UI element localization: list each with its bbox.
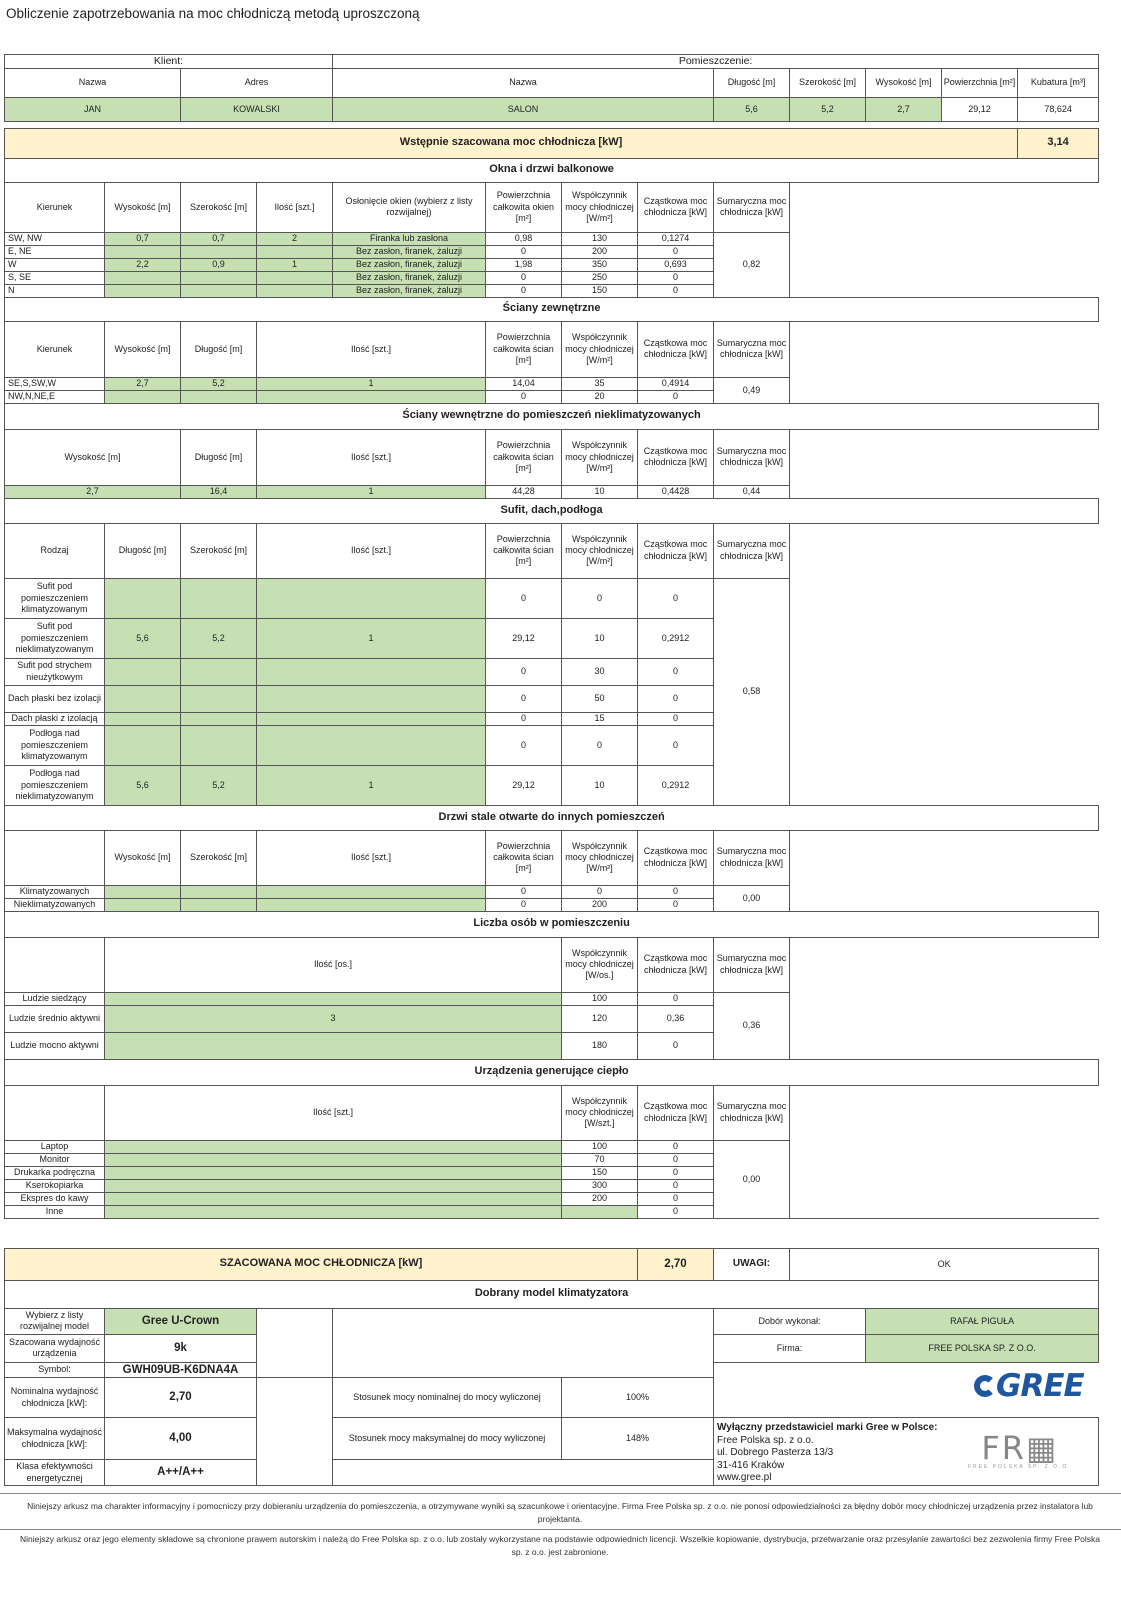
capacity-value: 9k bbox=[105, 1334, 257, 1362]
room-area-value: 29,12 bbox=[942, 97, 1018, 121]
ceiling-quantity-input[interactable]: 1 bbox=[257, 618, 486, 658]
window-width-input[interactable]: 0,7 bbox=[181, 232, 257, 245]
total-power-value: 2,70 bbox=[638, 1248, 714, 1280]
calculation-sheet bbox=[4, 26, 1099, 1486]
people-type: Ludzie średnio aktywni bbox=[5, 1005, 105, 1032]
disclaimer-text: Niniejszy arkusz ma charakter informacyjny i pomocniczy przy dobieraniu urządzenia do pomieszczenia, a otrzymywane wyniki są szacunkowe i orientacyjne. Firma Free Polska sp. z o.o. nie ponosi odpowiedzialności za błędny dobór mocy chłodniczej urządzenia przez instalatora lub projektanta. bbox=[27, 1501, 1093, 1525]
ceiling-header-partial: Cząstkowa moc chłodnicza [kW] bbox=[638, 523, 714, 578]
ceiling-length-input[interactable]: 5,6 bbox=[105, 618, 181, 658]
device-quantity-input[interactable] bbox=[105, 1192, 562, 1205]
window-height-input[interactable]: 2,2 bbox=[105, 258, 181, 271]
window-shading-select[interactable]: Bez zasłon, firanek, żaluzji bbox=[333, 284, 486, 297]
ceiling-quantity-input[interactable] bbox=[257, 725, 486, 765]
contact-block bbox=[714, 1418, 942, 1486]
door-coefficient: 200 bbox=[562, 898, 638, 911]
door-width-input[interactable] bbox=[181, 898, 257, 911]
free-logo-mark: ▦ bbox=[1026, 1429, 1059, 1468]
room-name-label: Nazwa bbox=[333, 68, 714, 97]
window-coefficient: 200 bbox=[562, 245, 638, 258]
windows-section-title: Okna i drzwi balkonowe bbox=[5, 158, 1099, 182]
ext-walls-header-sum: Sumaryczna moc chłodnicza [kW] bbox=[714, 321, 790, 377]
window-area: 0 bbox=[486, 245, 562, 258]
ceiling-quantity-input[interactable]: 1 bbox=[257, 765, 486, 805]
ceiling-length-input[interactable]: 5,6 bbox=[105, 765, 181, 805]
device-coefficient-input[interactable] bbox=[562, 1205, 638, 1218]
door-width-input[interactable] bbox=[181, 885, 257, 898]
window-width-input[interactable] bbox=[181, 284, 257, 297]
ext-wall-direction: SE,S,SW,W bbox=[5, 377, 105, 390]
door-area: 0 bbox=[486, 885, 562, 898]
int-walls-spacer bbox=[790, 429, 1099, 498]
ceiling-area: 0 bbox=[486, 578, 562, 618]
device-quantity-input[interactable] bbox=[105, 1205, 562, 1218]
room-height-input[interactable]: 2,7 bbox=[866, 97, 942, 121]
footer-divider bbox=[0, 1493, 1121, 1494]
windows-sum: 0,82 bbox=[714, 232, 790, 297]
room-height-label: Wysokość [m] bbox=[866, 68, 942, 97]
client-address-input[interactable]: KOWALSKI bbox=[181, 97, 333, 121]
people-quantity-input[interactable]: 3 bbox=[105, 1005, 562, 1032]
ceiling-coefficient: 15 bbox=[562, 712, 638, 725]
windows-header-shading: Osłonięcie okien (wybierz z listy rozwijalnej) bbox=[333, 182, 486, 232]
int-wall-length-input[interactable]: 16,4 bbox=[181, 485, 257, 498]
devices-header-quantity: Ilość [szt.] bbox=[105, 1085, 562, 1140]
ceiling-area: 0 bbox=[486, 658, 562, 685]
ceiling-section-title: Sufit, dach,podłoga bbox=[5, 498, 1099, 523]
ceiling-header-width: Szerokość [m] bbox=[181, 523, 257, 578]
doors-header-quantity: Ilość [szt.] bbox=[257, 830, 486, 885]
int-wall-area: 44,28 bbox=[486, 485, 562, 498]
int-wall-coefficient: 10 bbox=[562, 485, 638, 498]
device-type: Kserokopiarka bbox=[5, 1179, 105, 1192]
door-partial-power: 0 bbox=[638, 898, 714, 911]
preliminary-power-label: Wstępnie szacowana moc chłodnicza [kW] bbox=[5, 128, 1018, 158]
people-type: Ludzie mocno aktywni bbox=[5, 1032, 105, 1059]
ratio-nominal-value: 100% bbox=[562, 1378, 714, 1418]
ceiling-area: 0 bbox=[486, 725, 562, 765]
doors-sum: 0,00 bbox=[714, 885, 790, 911]
door-height-input[interactable] bbox=[105, 898, 181, 911]
ext-wall-direction: NW,N,NE,E bbox=[5, 390, 105, 403]
window-area: 1,98 bbox=[486, 258, 562, 271]
window-partial-power: 0 bbox=[638, 284, 714, 297]
contact-line: Free Polska sp. z o.o. bbox=[717, 1434, 814, 1446]
model-select-label: Wybierz z listy rozwijalnej model bbox=[5, 1308, 105, 1334]
window-direction: W bbox=[5, 258, 105, 271]
int-walls-header-sum: Sumaryczna moc chłodnicza [kW] bbox=[714, 429, 790, 485]
ext-wall-coefficient: 35 bbox=[562, 377, 638, 390]
window-area: 0 bbox=[486, 284, 562, 297]
ceiling-quantity-input[interactable] bbox=[257, 658, 486, 685]
door-coefficient: 0 bbox=[562, 885, 638, 898]
ceiling-partial-power: 0,2912 bbox=[638, 618, 714, 658]
doors-section-title: Drzwi stale otwarte do innych pomieszczeń bbox=[5, 805, 1099, 830]
device-quantity-input[interactable] bbox=[105, 1166, 562, 1179]
device-partial-power: 0 bbox=[638, 1192, 714, 1205]
max-value: 4,00 bbox=[105, 1418, 257, 1460]
devices-section-title: Urządzenia generujące ciepło bbox=[5, 1059, 1099, 1085]
ext-walls-header-direction: Kierunek bbox=[5, 321, 105, 377]
footer-divider bbox=[0, 1529, 1121, 1530]
ceiling-header-sum: Sumaryczna moc chłodnicza [kW] bbox=[714, 523, 790, 578]
ceiling-area: 0 bbox=[486, 685, 562, 712]
contact-line: 31-416 Kraków bbox=[717, 1459, 785, 1471]
room-width-label: Szerokość [m] bbox=[790, 68, 866, 97]
int-wall-quantity-input[interactable]: 1 bbox=[257, 485, 486, 498]
ceiling-area: 29,12 bbox=[486, 765, 562, 805]
door-type: Klimatyzowanych bbox=[5, 885, 105, 898]
window-coefficient: 250 bbox=[562, 271, 638, 284]
contact-heading: Wyłączny przedstawiciel marki Gree w Polsce: bbox=[717, 1422, 938, 1433]
int-walls-header-quantity: Ilość [szt.] bbox=[257, 429, 486, 485]
device-type: Laptop bbox=[5, 1140, 105, 1153]
ext-walls-header-coefficient: Współczynnik mocy chłodniczej [W/m²] bbox=[562, 321, 638, 377]
doors-header-blank bbox=[5, 830, 105, 885]
ceiling-width-input[interactable] bbox=[181, 578, 257, 618]
ext-wall-area: 0 bbox=[486, 390, 562, 403]
people-coefficient: 100 bbox=[562, 992, 638, 1005]
ceiling-partial-power: 0,2912 bbox=[638, 765, 714, 805]
nominal-value: 2,70 bbox=[105, 1378, 257, 1418]
int-walls-section-title: Ściany wewnętrzne do pomieszczeń nieklimatyzowanych bbox=[5, 403, 1099, 429]
door-partial-power: 0 bbox=[638, 885, 714, 898]
window-height-input[interactable]: 0,7 bbox=[105, 232, 181, 245]
people-header-coefficient: Współczynnik mocy chłodniczej [W/os.] bbox=[562, 937, 638, 992]
ceiling-coefficient: 10 bbox=[562, 765, 638, 805]
window-shading-select[interactable]: Firanka lub zasłona bbox=[333, 232, 486, 245]
devices-spacer bbox=[790, 1085, 1099, 1218]
people-spacer bbox=[790, 937, 1099, 1059]
ext-walls-header-partial: Cząstkowa moc chłodnicza [kW] bbox=[638, 321, 714, 377]
model-select[interactable]: Gree U-Crown bbox=[105, 1308, 257, 1334]
devices-header-partial: Cząstkowa moc chłodnicza [kW] bbox=[638, 1085, 714, 1140]
ext-walls-header-length: Długość [m] bbox=[181, 321, 257, 377]
window-width-input[interactable] bbox=[181, 271, 257, 284]
ceiling-coefficient: 0 bbox=[562, 725, 638, 765]
ext-wall-partial-power: 0 bbox=[638, 390, 714, 403]
ceiling-sum: 0,58 bbox=[714, 578, 790, 805]
window-height-input[interactable] bbox=[105, 284, 181, 297]
window-partial-power: 0 bbox=[638, 271, 714, 284]
int-walls-header-height: Wysokość [m] bbox=[5, 429, 181, 485]
window-coefficient: 130 bbox=[562, 232, 638, 245]
people-sum: 0,36 bbox=[714, 992, 790, 1059]
ceiling-partial-power: 0 bbox=[638, 712, 714, 725]
ext-walls-spacer bbox=[790, 321, 1099, 403]
window-direction: SW, NW bbox=[5, 232, 105, 245]
device-partial-power: 0 bbox=[638, 1140, 714, 1153]
done-by-input[interactable]: RAFAŁ PIGUŁA bbox=[866, 1308, 1099, 1334]
model-section-title: Dobrany model klimatyzatora bbox=[5, 1280, 1099, 1308]
int-wall-partial-power: 0,4428 bbox=[638, 485, 714, 498]
windows-header-width: Szerokość [m] bbox=[181, 182, 257, 232]
window-quantity-input[interactable]: 1 bbox=[257, 258, 333, 271]
window-height-input[interactable] bbox=[105, 245, 181, 258]
ceiling-length-input[interactable] bbox=[105, 712, 181, 725]
ratio-nominal-label: Stosunek mocy nominalnej do mocy wyliczonej bbox=[333, 1378, 562, 1418]
gree-logo: GREE bbox=[974, 1368, 1084, 1404]
doors-header-area: Powierzchnia całkowita ścian [m²] bbox=[486, 830, 562, 885]
room-width-input[interactable]: 5,2 bbox=[790, 97, 866, 121]
room-area-label: Powierzchnia [m²] bbox=[942, 68, 1018, 97]
window-direction: S, SE bbox=[5, 271, 105, 284]
ceiling-length-input[interactable] bbox=[105, 578, 181, 618]
ceiling-type: Podłoga nad pomieszczeniem klimatyzowanym bbox=[5, 725, 105, 765]
ceiling-width-input[interactable] bbox=[181, 725, 257, 765]
contact-line: ul. Dobrego Pasterza 13/3 bbox=[717, 1447, 834, 1458]
ceiling-quantity-input[interactable] bbox=[257, 578, 486, 618]
ceiling-header-length: Długość [m] bbox=[105, 523, 181, 578]
ceiling-area: 0 bbox=[486, 712, 562, 725]
ceiling-quantity-input[interactable] bbox=[257, 712, 486, 725]
int-walls-header-length: Długość [m] bbox=[181, 429, 257, 485]
windows-header-area: Powierzchnia całkowita okien [m²] bbox=[486, 182, 562, 232]
device-type: Ekspres do kawy bbox=[5, 1192, 105, 1205]
windows-header-sum: Sumaryczna moc chłodnicza [kW] bbox=[714, 182, 790, 232]
device-partial-power: 0 bbox=[638, 1166, 714, 1179]
window-area: 0,98 bbox=[486, 232, 562, 245]
device-coefficient: 100 bbox=[562, 1140, 638, 1153]
ceiling-width-input[interactable]: 5,2 bbox=[181, 765, 257, 805]
ratio-max-value: 148% bbox=[562, 1418, 714, 1460]
room-name-input[interactable]: SALON bbox=[333, 97, 714, 121]
ceiling-width-input[interactable]: 5,2 bbox=[181, 618, 257, 658]
ceiling-width-input[interactable] bbox=[181, 658, 257, 685]
ceiling-header-coefficient: Współczynnik mocy chłodniczej [W/m²] bbox=[562, 523, 638, 578]
device-coefficient: 150 bbox=[562, 1166, 638, 1179]
copyright-text: Niniejszy arkusz oraz jego elementy składowe są chronione prawem autorskim i należą do Free Polska sp. z o.o. lub zostały wykorzystane na podstawie odpowiednich licencji. Wszelkie kopiowanie, dystrybucja, przetwarzanie oraz przesyłanie zawartości bez zezwolenia firmy Free Polska sp. z o.o. jest zabronione. bbox=[20, 1534, 1100, 1558]
contact-line: www.gree.pl bbox=[717, 1472, 772, 1483]
ext-walls-section-title: Ściany zewnętrzne bbox=[5, 297, 1099, 321]
device-coefficient: 70 bbox=[562, 1153, 638, 1166]
people-header-partial: Cząstkowa moc chłodnicza [kW] bbox=[638, 937, 714, 992]
ceiling-type: Dach płaski bez izolacji bbox=[5, 685, 105, 712]
windows-header-direction: Kierunek bbox=[5, 182, 105, 232]
ceiling-quantity-input[interactable] bbox=[257, 685, 486, 712]
people-type: Ludzie siedzący bbox=[5, 992, 105, 1005]
capacity-label: Szacowana wydajność urządzenia bbox=[5, 1334, 105, 1362]
door-area: 0 bbox=[486, 898, 562, 911]
window-coefficient: 350 bbox=[562, 258, 638, 271]
ceiling-type: Podłoga nad pomieszczeniem nieklimatyzowanym bbox=[5, 765, 105, 805]
ceiling-type: Sufit pod strychem nieużytkowym bbox=[5, 658, 105, 685]
int-wall-height-input[interactable]: 2,7 bbox=[5, 485, 181, 498]
ratio-max-label: Stosunek mocy maksymalnej do mocy wyliczonej bbox=[333, 1418, 562, 1460]
ceiling-header-quantity: Ilość [szt.] bbox=[257, 523, 486, 578]
device-quantity-input[interactable] bbox=[105, 1140, 562, 1153]
done-by-label: Dobór wykonał: bbox=[714, 1308, 866, 1334]
ceiling-coefficient: 0 bbox=[562, 578, 638, 618]
device-type: Inne bbox=[5, 1205, 105, 1218]
windows-spacer bbox=[790, 182, 1099, 297]
client-address-label: Adres bbox=[181, 68, 333, 97]
ceiling-header-area: Powierzchnia całkowita ścian [m²] bbox=[486, 523, 562, 578]
ceiling-length-input[interactable] bbox=[105, 685, 181, 712]
door-quantity-input[interactable] bbox=[257, 898, 486, 911]
ext-walls-header-height: Wysokość [m] bbox=[105, 321, 181, 377]
ceiling-partial-power: 0 bbox=[638, 725, 714, 765]
notes-value: OK bbox=[790, 1248, 1099, 1280]
ceiling-width-input[interactable] bbox=[181, 712, 257, 725]
devices-sum: 0,00 bbox=[714, 1140, 790, 1218]
ceiling-type: Sufit pod pomieszczeniem nieklimatyzowanym bbox=[5, 618, 105, 658]
device-quantity-input[interactable] bbox=[105, 1179, 562, 1192]
window-quantity-input[interactable] bbox=[257, 271, 333, 284]
ceiling-area: 29,12 bbox=[486, 618, 562, 658]
ceiling-coefficient: 10 bbox=[562, 618, 638, 658]
ext-wall-coefficient: 20 bbox=[562, 390, 638, 403]
doors-spacer bbox=[790, 830, 1099, 911]
people-partial-power: 0 bbox=[638, 992, 714, 1005]
room-length-input[interactable]: 5,6 bbox=[714, 97, 790, 121]
ext-wall-length-input[interactable] bbox=[181, 390, 257, 403]
windows-header-height: Wysokość [m] bbox=[105, 182, 181, 232]
ceiling-type: Sufit pod pomieszczeniem klimatyzowanym bbox=[5, 578, 105, 618]
ext-wall-length-input[interactable]: 5,2 bbox=[181, 377, 257, 390]
page-title: Obliczenie zapotrzebowania na moc chłodniczą metodą uproszczoną bbox=[6, 6, 420, 21]
people-header-blank bbox=[5, 937, 105, 992]
device-quantity-input[interactable] bbox=[105, 1153, 562, 1166]
window-quantity-input[interactable]: 2 bbox=[257, 232, 333, 245]
window-direction: E, NE bbox=[5, 245, 105, 258]
windows-header-coefficient: Współczynnik mocy chłodniczej [W/m²] bbox=[562, 182, 638, 232]
room-volume-label: Kubatura [m³] bbox=[1018, 68, 1099, 97]
people-quantity-input[interactable] bbox=[105, 992, 562, 1005]
window-partial-power: 0,693 bbox=[638, 258, 714, 271]
ext-walls-header-quantity: Ilość [szt.] bbox=[257, 321, 486, 377]
door-quantity-input[interactable] bbox=[257, 885, 486, 898]
window-height-input[interactable] bbox=[105, 271, 181, 284]
notes-label: UWAGI: bbox=[714, 1248, 790, 1280]
energy-class-value: A++/A++ bbox=[105, 1460, 257, 1486]
devices-header-coefficient: Współczynnik mocy chłodniczej [W/szt.] bbox=[562, 1085, 638, 1140]
room-volume-value: 78,624 bbox=[1018, 97, 1099, 121]
window-partial-power: 0 bbox=[638, 245, 714, 258]
ext-wall-area: 14,04 bbox=[486, 377, 562, 390]
ceiling-header-type: Rodzaj bbox=[5, 523, 105, 578]
company-input[interactable]: FREE POLSKA SP. Z O.O. bbox=[866, 1334, 1099, 1362]
ceiling-coefficient: 50 bbox=[562, 685, 638, 712]
window-quantity-input[interactable] bbox=[257, 284, 333, 297]
max-label: Maksymalna wydajność chłodnicza [kW]: bbox=[5, 1418, 105, 1460]
door-height-input[interactable] bbox=[105, 885, 181, 898]
window-coefficient: 150 bbox=[562, 284, 638, 297]
window-area: 0 bbox=[486, 271, 562, 284]
doors-header-partial: Cząstkowa moc chłodnicza [kW] bbox=[638, 830, 714, 885]
ext-walls-header-area: Powierzchnia całkowita ścian [m²] bbox=[486, 321, 562, 377]
device-type: Drukarka podręczna bbox=[5, 1166, 105, 1179]
people-quantity-input[interactable] bbox=[105, 1032, 562, 1059]
client-header: Klient: bbox=[5, 54, 333, 68]
ext-wall-partial-power: 0,4914 bbox=[638, 377, 714, 390]
nominal-label: Nominalna wydajność chłodnicza [kW]: bbox=[5, 1378, 105, 1418]
int-walls-header-coefficient: Współczynnik mocy chłodniczej [W/m²] bbox=[562, 429, 638, 485]
ceiling-width-input[interactable] bbox=[181, 685, 257, 712]
device-partial-power: 0 bbox=[638, 1153, 714, 1166]
client-name-label: Nazwa bbox=[5, 68, 181, 97]
windows-header-quantity: Ilość [szt.] bbox=[257, 182, 333, 232]
windows-header-partial: Cząstkowa moc chłodnicza [kW] bbox=[638, 182, 714, 232]
energy-class-label: Klasa efektywności energetycznej bbox=[5, 1460, 105, 1486]
door-type: Nieklimatyzowanych bbox=[5, 898, 105, 911]
people-section-title: Liczba osób w pomieszczeniu bbox=[5, 911, 1099, 937]
people-coefficient: 180 bbox=[562, 1032, 638, 1059]
people-partial-power: 0 bbox=[638, 1032, 714, 1059]
window-quantity-input[interactable] bbox=[257, 245, 333, 258]
ceiling-partial-power: 0 bbox=[638, 658, 714, 685]
window-shading-select[interactable]: Bez zasłon, firanek, żaluzji bbox=[333, 271, 486, 284]
doors-header-height: Wysokość [m] bbox=[105, 830, 181, 885]
int-walls-sum: 0,44 bbox=[714, 485, 790, 498]
ceiling-spacer bbox=[790, 523, 1099, 805]
symbol-label: Symbol: bbox=[5, 1362, 105, 1377]
window-shading-select[interactable]: Bez zasłon, firanek, żaluzji bbox=[333, 258, 486, 271]
int-walls-header-partial: Cząstkowa moc chłodnicza [kW] bbox=[638, 429, 714, 485]
preliminary-power-value: 3,14 bbox=[1018, 128, 1099, 158]
ext-wall-quantity-input[interactable]: 1 bbox=[257, 377, 486, 390]
client-name-input[interactable]: JAN bbox=[5, 97, 181, 121]
doors-header-width: Szerokość [m] bbox=[181, 830, 257, 885]
devices-header-sum: Sumaryczna moc chłodnicza [kW] bbox=[714, 1085, 790, 1140]
ceiling-coefficient: 30 bbox=[562, 658, 638, 685]
ext-wall-height-input[interactable]: 2,7 bbox=[105, 377, 181, 390]
ceiling-partial-power: 0 bbox=[638, 578, 714, 618]
people-header-sum: Sumaryczna moc chłodnicza [kW] bbox=[714, 937, 790, 992]
ceiling-length-input[interactable] bbox=[105, 658, 181, 685]
window-shading-select[interactable]: Bez zasłon, firanek, żaluzji bbox=[333, 245, 486, 258]
window-direction: N bbox=[5, 284, 105, 297]
gree-logo-swirl-icon bbox=[974, 1375, 996, 1397]
people-header-quantity: Ilość [os.] bbox=[105, 937, 562, 992]
room-header: Pomieszczenie: bbox=[333, 54, 1099, 68]
ceiling-length-input[interactable] bbox=[105, 725, 181, 765]
window-width-input[interactable]: 0,9 bbox=[181, 258, 257, 271]
device-coefficient: 300 bbox=[562, 1179, 638, 1192]
ext-walls-sum: 0,49 bbox=[714, 377, 790, 403]
company-label: Firma: bbox=[714, 1334, 866, 1362]
people-partial-power: 0,36 bbox=[638, 1005, 714, 1032]
doors-header-coefficient: Współczynnik mocy chłodniczej [W/m²] bbox=[562, 830, 638, 885]
device-type: Monitor bbox=[5, 1153, 105, 1166]
total-power-label: SZACOWANA MOC CHŁODNICZA [kW] bbox=[5, 1248, 638, 1280]
free-logo: FR▦ FREE POLSKA SP. Z O.O. bbox=[968, 1429, 1072, 1471]
window-partial-power: 0,1274 bbox=[638, 232, 714, 245]
doors-header-sum: Sumaryczna moc chłodnicza [kW] bbox=[714, 830, 790, 885]
ext-wall-quantity-input[interactable] bbox=[257, 390, 486, 403]
ext-wall-height-input[interactable] bbox=[105, 390, 181, 403]
ceiling-partial-power: 0 bbox=[638, 685, 714, 712]
ceiling-type: Dach płaski z izolacją bbox=[5, 712, 105, 725]
device-coefficient: 200 bbox=[562, 1192, 638, 1205]
device-partial-power: 0 bbox=[638, 1205, 714, 1218]
room-length-label: Długość [m] bbox=[714, 68, 790, 97]
window-width-input[interactable] bbox=[181, 245, 257, 258]
int-walls-header-area: Powierzchnia całkowita ścian [m²] bbox=[486, 429, 562, 485]
people-coefficient: 120 bbox=[562, 1005, 638, 1032]
symbol-value: GWH09UB-K6DNA4A bbox=[105, 1362, 257, 1377]
device-partial-power: 0 bbox=[638, 1179, 714, 1192]
devices-header-blank bbox=[5, 1085, 105, 1140]
